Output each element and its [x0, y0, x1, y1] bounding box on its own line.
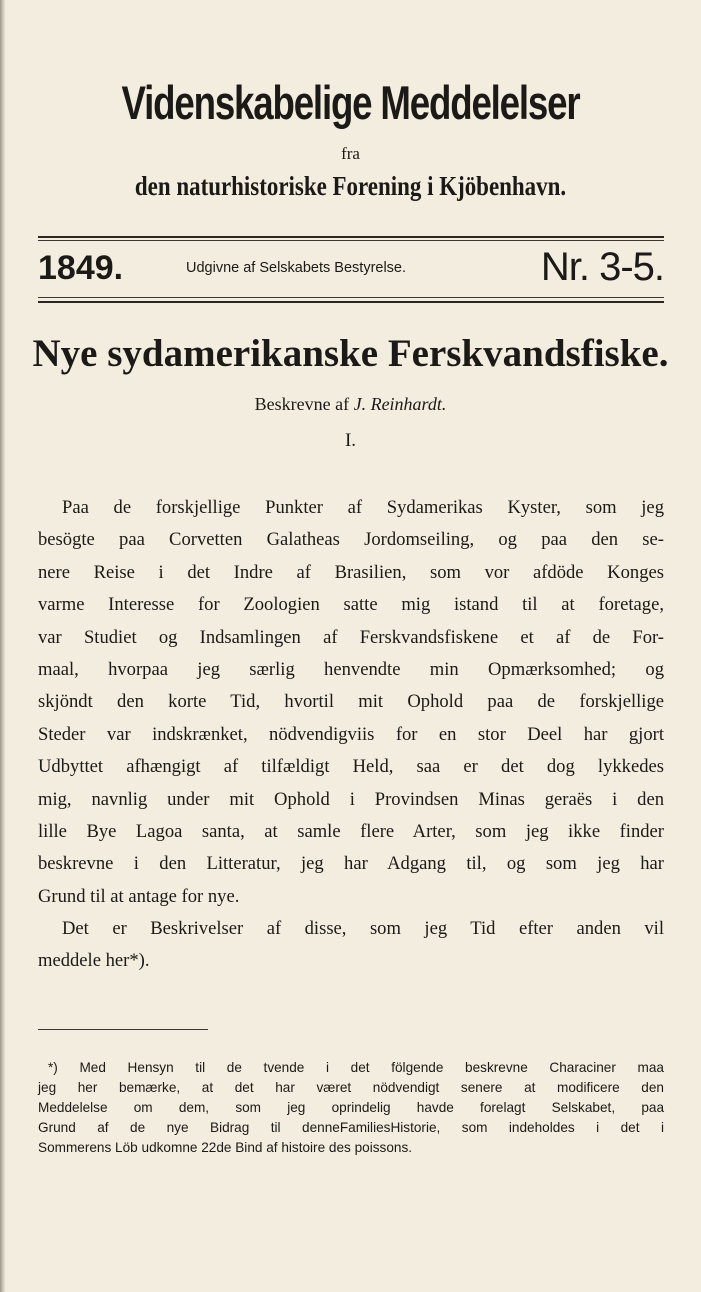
body-text	[38, 492, 664, 978]
body-line: beskrevne i den Litteratur, jeg har Adgang til, og som jeg har	[38, 853, 664, 875]
masthead	[38, 244, 664, 294]
year: 1849.	[38, 249, 124, 287]
body-line: mig, navnlig under mit Ophold i Provindsen Minas geraës i den	[38, 788, 664, 810]
article-title: Nye sydamerikanske Ferskvandsfiske.	[32, 332, 669, 375]
society-name: den naturhistoriske Forening i Kjöbenhavn.	[134, 171, 567, 201]
footnote-line: jeg her bemærke, at det har været nödvendigt senere at modificere den	[38, 1080, 664, 1095]
masthead-rule-top-thin	[38, 240, 664, 241]
fra-line: fra	[341, 144, 360, 163]
masthead-rule-top	[38, 236, 664, 238]
author-name: J. Reinhardt.	[353, 394, 447, 414]
section-number: I.	[344, 430, 357, 451]
footnote-line: Sommerens Löb udkomne 22de Bind af histoire des poissons.	[38, 1140, 413, 1155]
publisher-line: Udgivne af Selskabets Bestyrelse.	[186, 260, 407, 276]
body-line: maal, hvorpaa jeg særlig henvendte min Opmærksomhed; og	[38, 658, 664, 680]
body-line: varme Interesse for Zoologien satte mig istand til at foretage,	[38, 594, 664, 616]
body-line: nere Reise i det Indre af Brasilien, som vor afdöde Konges	[38, 561, 664, 583]
issue-number: Nr. 3-5.	[540, 245, 664, 289]
footnote-line: Grund af de nye Bidrag til denneFamiliesHistorie, som indeholdes i det i	[38, 1120, 664, 1135]
body-line: besögte paa Corvetten Galatheas Jordomseiling, og paa den se-	[38, 529, 664, 551]
body-line: lille Bye Lagoa santa, at samle flere Arter, som jeg ikke finder	[38, 820, 664, 842]
masthead-rule-bottom-thin	[38, 297, 664, 298]
byline	[0, 393, 701, 415]
body-line: Paa de forskjellige Punkter af Sydamerikas Kyster, som jeg	[62, 497, 664, 518]
body-line: Grund til at antage for nye.	[38, 885, 240, 907]
journal-title: Videnskabelige Meddelelser	[121, 76, 580, 129]
body-line: skjöndt den korte Tid, hvortil mit Ophold paa de forskjellige	[38, 691, 664, 713]
footnote-rule	[38, 1029, 208, 1030]
body-line: var Studiet og Indsamlingen af Ferskvandsfiskene et af de For-	[38, 626, 664, 648]
binding-edge	[0, 0, 6, 1292]
footnote-line: *) Med Hensyn til de tvende i det fölgende beskrevne Characiner maa	[48, 1060, 664, 1075]
body-line: meddele her*).	[38, 950, 150, 972]
body-line: Udbyttet afhængigt af tilfældigt Held, saa er det dog lykkedes	[38, 756, 664, 778]
footnote-line: Meddelelse om dem, som jeg oprindelig havde forelagt Selskabet, paa	[38, 1100, 664, 1115]
footnote	[38, 1058, 664, 1158]
body-line: Det er Beskrivelser af disse, som jeg Tid efter anden vil	[62, 918, 664, 940]
body-line: Steder var indskrænket, nödvendigviis for en stor Deel har gjort	[38, 723, 664, 745]
byline-prefix: Beskrevne af	[254, 394, 350, 414]
masthead-rule-bottom	[38, 301, 664, 303]
